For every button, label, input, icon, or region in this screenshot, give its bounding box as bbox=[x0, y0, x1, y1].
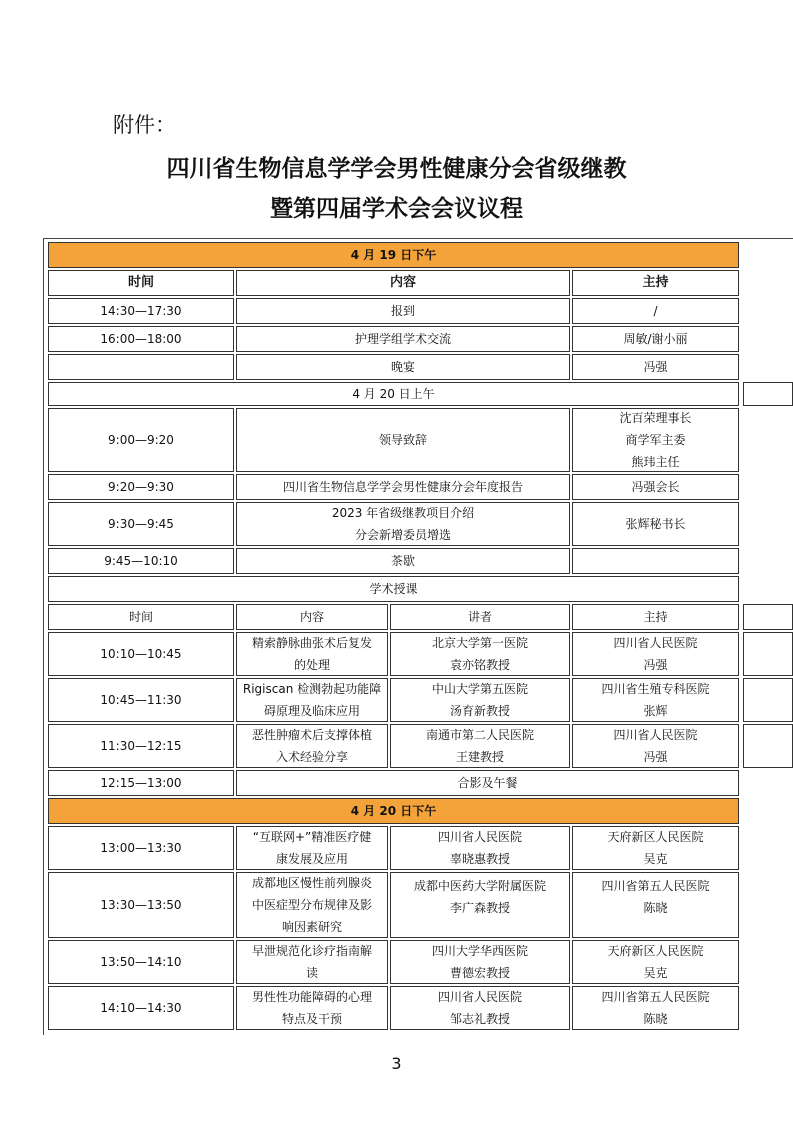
topic-line: 特点及干预 bbox=[281, 1012, 342, 1026]
speaker-line: 李广森教授 bbox=[449, 901, 510, 915]
table-edge-cell bbox=[743, 724, 793, 768]
section-header-apr20-pm: 4 月 20 日下午 bbox=[48, 798, 739, 824]
host-line: 冯强 bbox=[643, 658, 668, 672]
lecture-section-title: 学术授课 bbox=[48, 576, 739, 602]
lecture-host bbox=[572, 986, 739, 1030]
table-edge-cell bbox=[743, 678, 793, 722]
section-header-apr19-pm: 4 月 19 日下午 bbox=[48, 242, 739, 268]
lecture-time: 13:50—14:10 bbox=[48, 940, 234, 984]
topic-line: 入术经验分享 bbox=[275, 750, 348, 764]
topic-line: 碍原理及临床应用 bbox=[263, 704, 360, 718]
row-host bbox=[572, 548, 739, 574]
speaker-line: 南通市第二人民医院 bbox=[425, 728, 534, 742]
host-line: 商学军主委 bbox=[625, 433, 686, 447]
row-host: 冯强会长 bbox=[572, 474, 739, 500]
host-line: 陈晓 bbox=[643, 901, 668, 915]
lecture-time: 13:30—13:50 bbox=[48, 872, 234, 938]
lecture-time: 10:10—10:45 bbox=[48, 632, 234, 676]
topic-line: 恶性肿瘤术后支撑体植 bbox=[251, 728, 372, 742]
host-line: 四川省第五人民医院 bbox=[601, 879, 710, 893]
speaker-line: 四川省人民医院 bbox=[437, 990, 522, 1004]
column-header-content: 内容 bbox=[236, 604, 388, 630]
lecture-host bbox=[572, 940, 739, 984]
table-edge-cell bbox=[743, 632, 793, 676]
row-content: 茶歇 bbox=[236, 548, 570, 574]
column-header-time: 时间 bbox=[48, 270, 234, 296]
topic-line: 精索静脉曲张术后复发 bbox=[251, 636, 372, 650]
lecture-speaker bbox=[390, 724, 570, 768]
row-content: 领导致辞 bbox=[236, 408, 570, 472]
content-line: 分会新增委员增选 bbox=[354, 528, 451, 542]
host-line: 四川省生殖专科医院 bbox=[601, 682, 710, 696]
speaker-line: 邹志礼教授 bbox=[449, 1012, 510, 1026]
speaker-line: 北京大学第一医院 bbox=[431, 636, 528, 650]
row-time bbox=[48, 354, 234, 380]
speaker-line: 成都中医药大学附属医院 bbox=[413, 879, 546, 893]
topic-line: 响因素研究 bbox=[281, 920, 342, 934]
topic-line: “互联网+”精准医疗健 bbox=[252, 830, 372, 844]
row-time: 9:45—10:10 bbox=[48, 548, 234, 574]
topic-line: 中医症型分布规律及影 bbox=[251, 898, 372, 912]
column-header-host: 主持 bbox=[572, 270, 739, 296]
row-content: 四川省生物信息学学会男性健康分会年度报告 bbox=[236, 474, 570, 500]
lecture-topic bbox=[236, 986, 388, 1030]
host-line: 沈百荣理事长 bbox=[619, 411, 692, 425]
lecture-topic bbox=[236, 632, 388, 676]
row-time: 16:00—18:00 bbox=[48, 326, 234, 352]
row-content bbox=[236, 502, 570, 546]
host-line: 冯强 bbox=[643, 750, 668, 764]
lecture-host bbox=[572, 632, 739, 676]
topic-line: Rigiscan 检测勃起功能障 bbox=[242, 682, 382, 696]
lecture-time: 11:30—12:15 bbox=[48, 724, 234, 768]
row-host bbox=[572, 408, 739, 472]
row-host: 周敏/谢小丽 bbox=[572, 326, 739, 352]
lunch-time: 12:15—13:00 bbox=[48, 770, 234, 796]
host-line: 陈晓 bbox=[643, 1012, 668, 1026]
column-header-time: 时间 bbox=[48, 604, 234, 630]
speaker-line: 中山大学第五医院 bbox=[431, 682, 528, 696]
lecture-time: 10:45—11:30 bbox=[48, 678, 234, 722]
speaker-line: 曹德宏教授 bbox=[449, 966, 510, 980]
table-edge-cell bbox=[743, 382, 793, 406]
lecture-topic bbox=[236, 826, 388, 870]
content-line: 2023 年省级继教项目介绍 bbox=[331, 506, 475, 520]
lecture-time: 13:00—13:30 bbox=[48, 826, 234, 870]
lecture-speaker bbox=[390, 632, 570, 676]
lecture-topic bbox=[236, 940, 388, 984]
lecture-time: 14:10—14:30 bbox=[48, 986, 234, 1030]
lecture-speaker bbox=[390, 986, 570, 1030]
lecture-speaker bbox=[390, 678, 570, 722]
row-host: 冯强 bbox=[572, 354, 739, 380]
lecture-host bbox=[572, 872, 739, 938]
topic-line: 成都地区慢性前列腺炎 bbox=[251, 876, 372, 890]
host-line: 吴克 bbox=[643, 966, 668, 980]
topic-line: 早泄规范化诊疗指南解 bbox=[251, 944, 372, 958]
host-line: 四川省人民医院 bbox=[613, 728, 698, 742]
lecture-speaker bbox=[390, 826, 570, 870]
host-line: 四川省人民医院 bbox=[613, 636, 698, 650]
speaker-line: 汤育新教授 bbox=[449, 704, 510, 718]
lecture-topic bbox=[236, 872, 388, 938]
host-line: 天府新区人民医院 bbox=[607, 830, 704, 844]
document-title-line2: 暨第四届学术会会议议程 bbox=[270, 196, 523, 222]
speaker-line: 四川大学华西医院 bbox=[431, 944, 528, 958]
speaker-line: 袁亦铭教授 bbox=[449, 658, 510, 672]
lecture-host bbox=[572, 724, 739, 768]
topic-line: 男性性功能障碍的心理 bbox=[251, 990, 372, 1004]
row-time: 9:30—9:45 bbox=[48, 502, 234, 546]
column-header-host: 主持 bbox=[572, 604, 739, 630]
speaker-line: 王建教授 bbox=[455, 750, 504, 764]
speaker-line: 辜晓惠教授 bbox=[449, 852, 510, 866]
page-number: 3 bbox=[391, 1054, 402, 1073]
lecture-host bbox=[572, 826, 739, 870]
row-host: 张辉秘书长 bbox=[572, 502, 739, 546]
topic-line: 读 bbox=[305, 966, 318, 980]
attachment-label: 附件： bbox=[113, 113, 176, 137]
document-title-line1: 四川省生物信息学学会男性健康分会省级继教 bbox=[166, 156, 627, 182]
topic-line: 的处理 bbox=[293, 658, 330, 672]
lunch-content: 合影及午餐 bbox=[236, 770, 739, 796]
row-content: 晚宴 bbox=[236, 354, 570, 380]
row-content: 报到 bbox=[236, 298, 570, 324]
column-header-speaker: 讲者 bbox=[390, 604, 570, 630]
host-line: 熊玮主任 bbox=[631, 455, 680, 469]
host-line: 吴克 bbox=[643, 852, 668, 866]
column-header-content: 内容 bbox=[236, 270, 570, 296]
row-content: 护理学组学术交流 bbox=[236, 326, 570, 352]
host-line: 四川省第五人民医院 bbox=[601, 990, 710, 1004]
row-time: 9:00—9:20 bbox=[48, 408, 234, 472]
lecture-topic bbox=[236, 678, 388, 722]
lecture-host bbox=[572, 678, 739, 722]
lecture-speaker bbox=[390, 872, 570, 938]
lecture-speaker bbox=[390, 940, 570, 984]
host-line: 天府新区人民医院 bbox=[607, 944, 704, 958]
row-time: 9:20—9:30 bbox=[48, 474, 234, 500]
speaker-line: 四川省人民医院 bbox=[437, 830, 522, 844]
host-line: 张辉 bbox=[643, 704, 668, 718]
row-host: / bbox=[572, 298, 739, 324]
lecture-topic bbox=[236, 724, 388, 768]
table-edge-cell bbox=[743, 604, 793, 630]
section-header-apr20-am: 4 月 20 日上午 bbox=[48, 382, 739, 406]
topic-line: 康发展及应用 bbox=[275, 852, 348, 866]
row-time: 14:30—17:30 bbox=[48, 298, 234, 324]
